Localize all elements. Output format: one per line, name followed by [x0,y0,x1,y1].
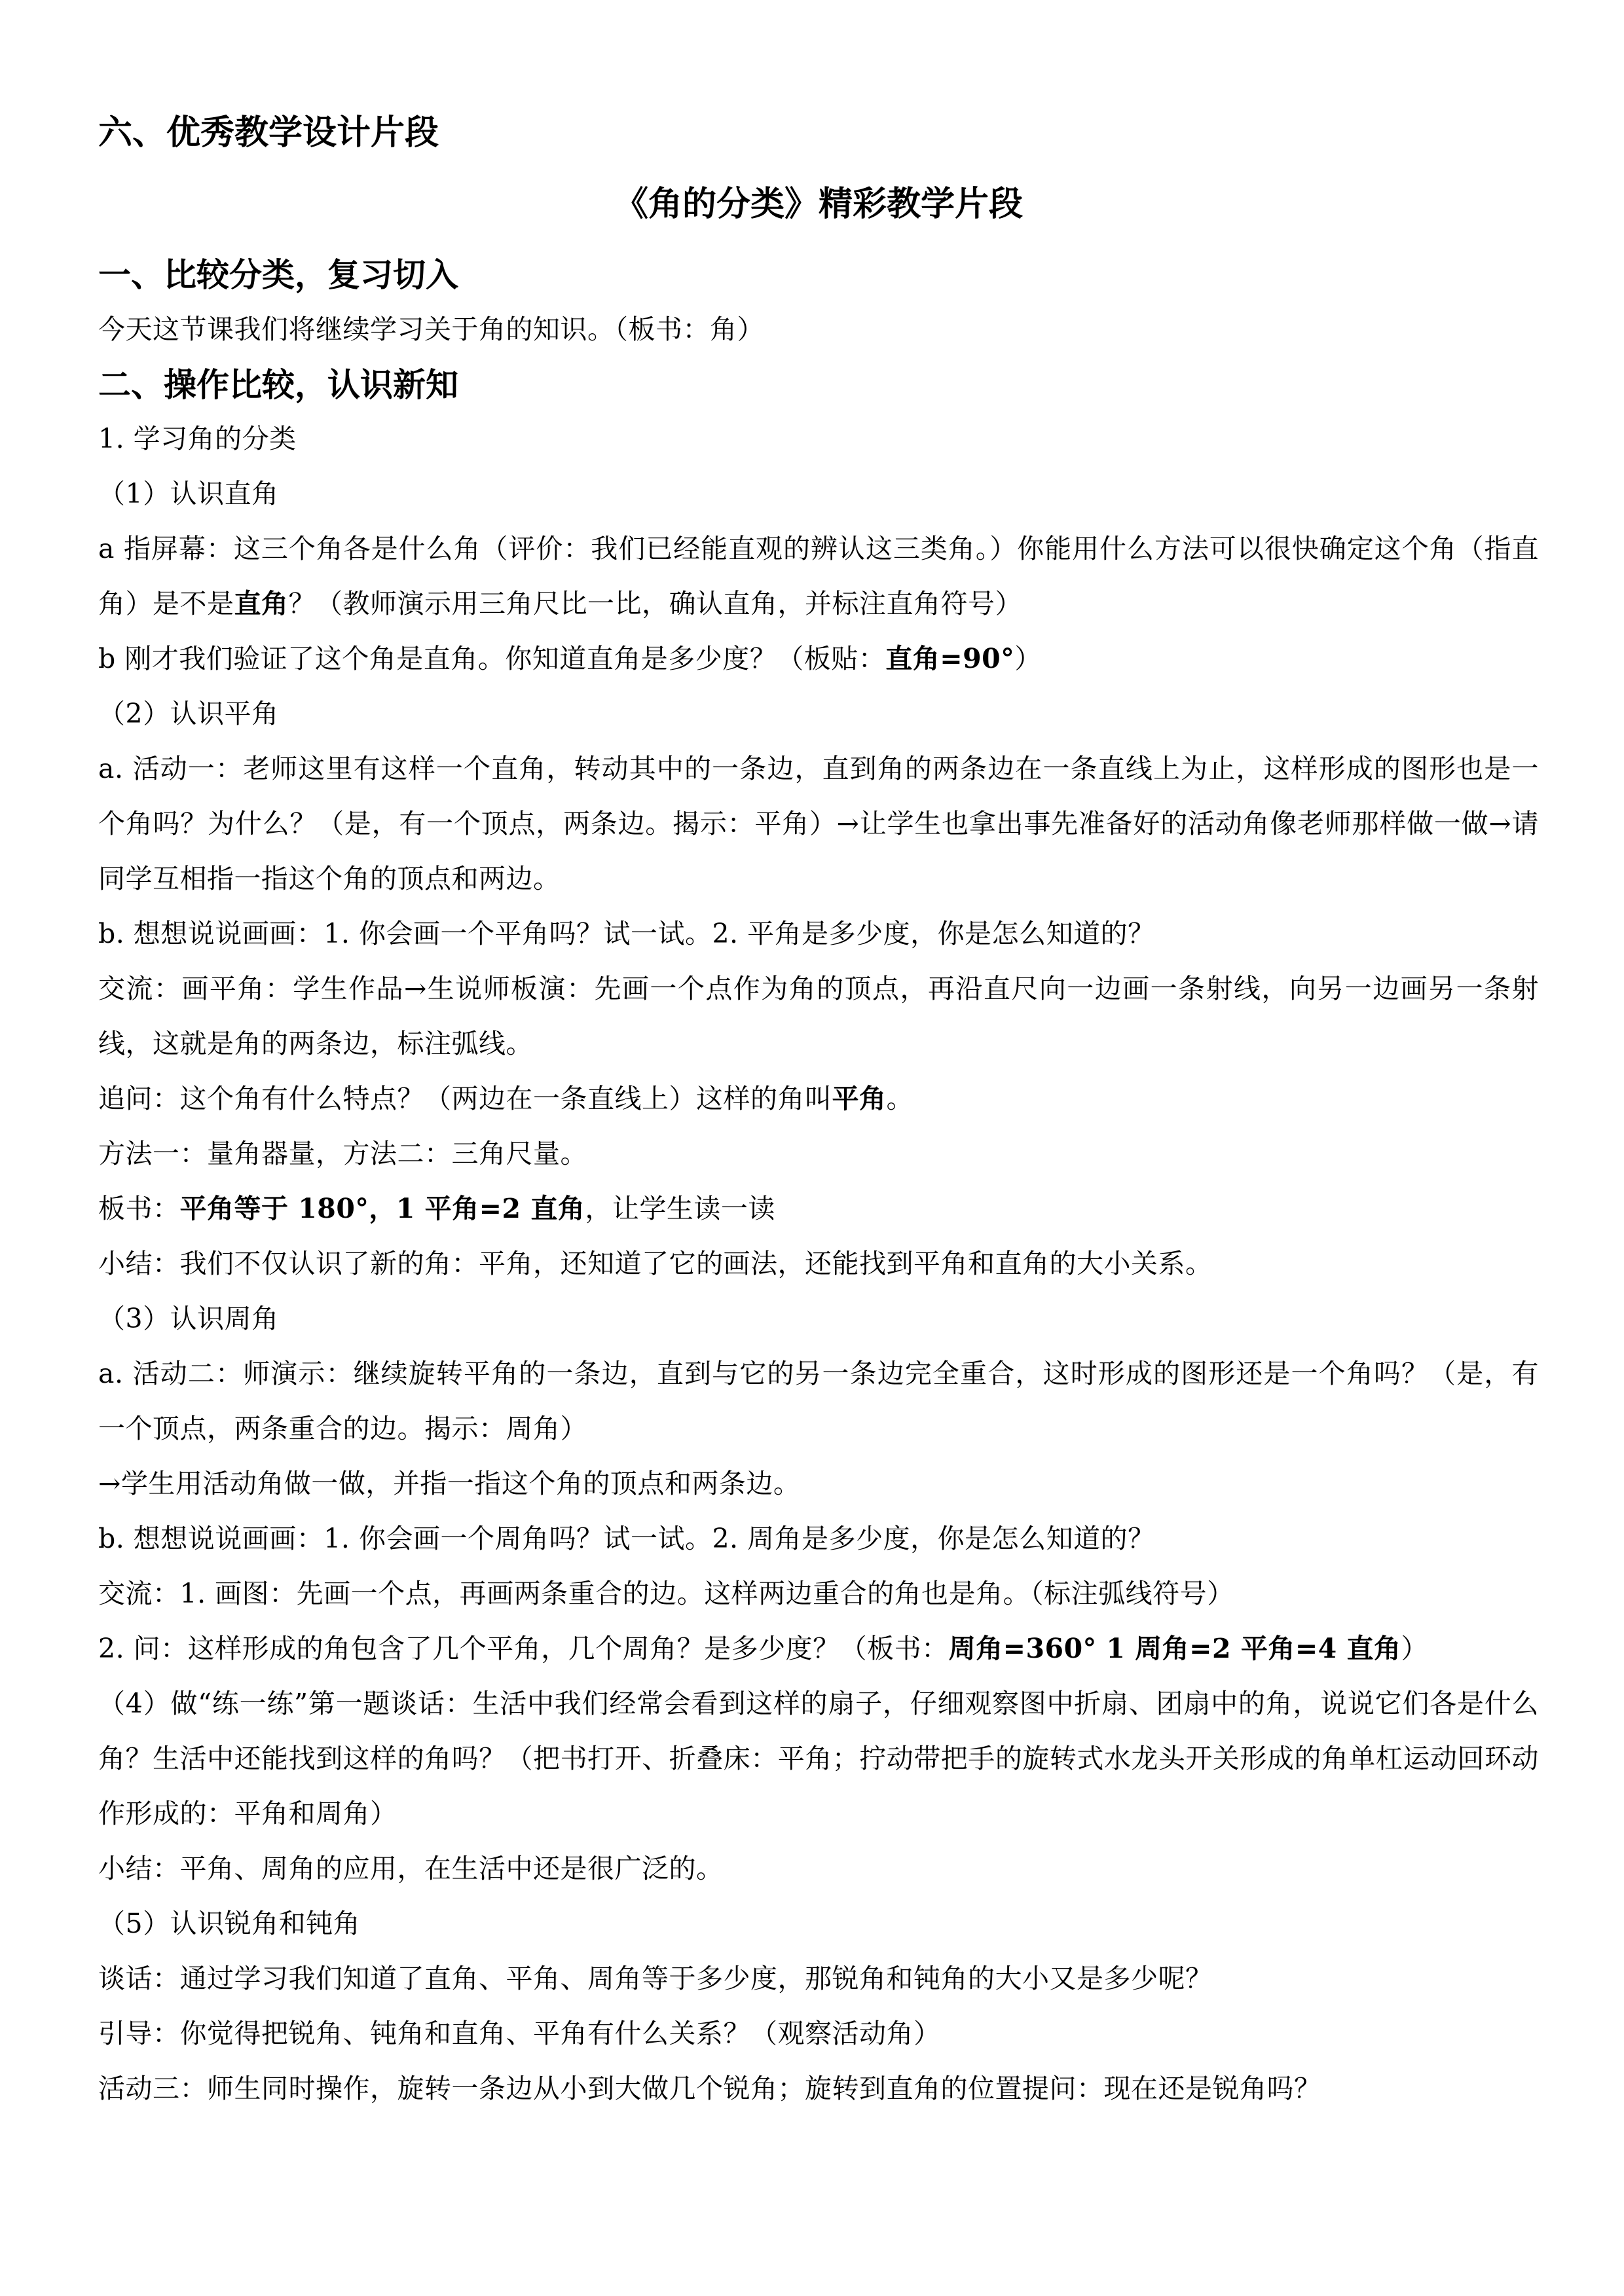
s3-d: 交流：1. 画图：先画一个点，再画两条重合的边。这样两边重合的角也是角。（标注弧线符号） [98,1578,1234,1610]
s3-e [98,1621,1539,1676]
s1-b-text-end: ） [1014,643,1042,675]
s5-c: 活动三：师生同时操作，旋转一条边从小到大做几个锐角；旋转到直角的位置提问：现在还是锐角吗？ [98,2073,1321,2105]
s3-b: →学生用活动角做一做，并指一指这个角的顶点和两条边。 [98,1468,801,1500]
s2-f-bold: 平角等于 180°，1 平角=2 直角 [179,1193,585,1225]
s2-e: 方法一：量角器量，方法二：三角尺量。 [98,1138,587,1170]
s4-summary: 小结：平角、周角的应用，在生活中还是很广泛的。 [98,1853,724,1885]
s4-text: （4）做“练一练”第一题谈话：生活中我们经常会看到这样的扇子，仔细观察图中折扇、团扇中的角，说说它们各是什么角？生活中还能找到这样的角吗？（把书打开、折叠床：平角；拧动带把手的旋转式水龙头开关形成的角单杠运动回环动作形成的：平角和周角） [98,1688,1539,1830]
s3-e-bold: 周角=360° 1 周角=2 平角=4 直角 [948,1633,1401,1665]
part1-heading: 一、比较分类，复习切入 [98,256,458,295]
part1-text: 今天这节课我们将继续学习关于角的知识。（板书：角） [98,313,764,345]
s1-a-bold: 直角 [234,588,289,620]
s2-b: b. 想想说说画画：1. 你会画一个平角吗？试一试。2. 平角是多少度，你是怎么知道的？ [98,918,1155,950]
s1-b-bold: 直角=90° [885,643,1015,675]
s1-b [98,631,1539,686]
s3-e-text-end: ） [1401,1633,1428,1665]
s2-d [98,1071,1539,1126]
s5-b: 引导：你觉得把锐角、钝角和直角、平角有什么关系？（观察活动角） [98,2018,941,2050]
s3-c: b. 想想说说画画：1. 你会画一个周角吗？试一试。2. 周角是多少度，你是怎么知道的？ [98,1523,1155,1555]
item1-title: 1. 学习角的分类 [98,423,297,455]
s3-e-text: 2. 问：这样形成的角包含了几个平角，几个周角？是多少度？（板书： [98,1633,949,1665]
s2-f [98,1181,1539,1236]
s3-title: （3）认识周角 [98,1303,279,1335]
s2-d-bold: 平角 [832,1083,887,1115]
s1-title: （1）认识直角 [98,478,279,510]
s2-g: 小结：我们不仅认识了新的角：平角，还知道了它的画法，还能找到平角和直角的大小关系。 [98,1248,1213,1280]
document-page [98,111,1539,2116]
s1-a-text-end: ？（教师演示用三角尺比一比，确认直角，并标注直角符号） [288,588,1022,620]
s1-a-text: a 指屏幕：这三个角各是什么角（评价：我们已经能直观的辨认这三类角。）你能用什么方法可以很快确定这个角（指直角）是不是 [98,533,1539,620]
s2-a: a. 活动一：老师这里有这样一个直角，转动其中的一条边，直到角的两条边在一条直线上为止，这样形成的图形也是一个角吗？为什么？（是，有一个顶点，两条边。揭示：平角）→让学生也拿出事先准备好的活动角像老师那样做一做→请同学互相指一指这个角的顶点和两边。 [98,753,1539,895]
s2-d-text-end: 。 [886,1083,913,1115]
document-title: 《角的分类》精彩教学片段 [614,183,1023,224]
section-heading: 六、优秀教学设计片段 [98,113,439,153]
part2-heading: 二、操作比较，认识新知 [98,365,458,404]
s5-a: 谈话：通过学习我们知道了直角、平角、周角等于多少度，那锐角和钝角的大小又是多少呢？ [98,1963,1213,1995]
s1-b-text: b 刚才我们验证了这个角是直角。你知道直角是多少度？（板贴： [98,643,886,675]
s2-f-text: 板书： [98,1193,180,1225]
s5-title: （5）认识锐角和钝角 [98,1908,361,1940]
s2-d-text: 追问：这个角有什么特点？（两边在一条直线上）这样的角叫 [98,1083,832,1115]
s3-a: a. 活动二：师演示：继续旋转平角的一条边，直到与它的另一条边完全重合，这时形成的图形还是一个角吗？（是，有一个顶点，两条重合的边。揭示：周角） [98,1358,1539,1445]
s1-a [98,521,1539,631]
s2-f-text-end: ，让学生读一读 [585,1193,775,1225]
s2-title: （2）认识平角 [98,698,279,730]
s2-c: 交流：画平角：学生作品→生说师板演：先画一个点作为角的顶点，再沿直尺向一边画一条射线，向另一边画另一条射线，这就是角的两条边，标注弧线。 [98,973,1539,1060]
